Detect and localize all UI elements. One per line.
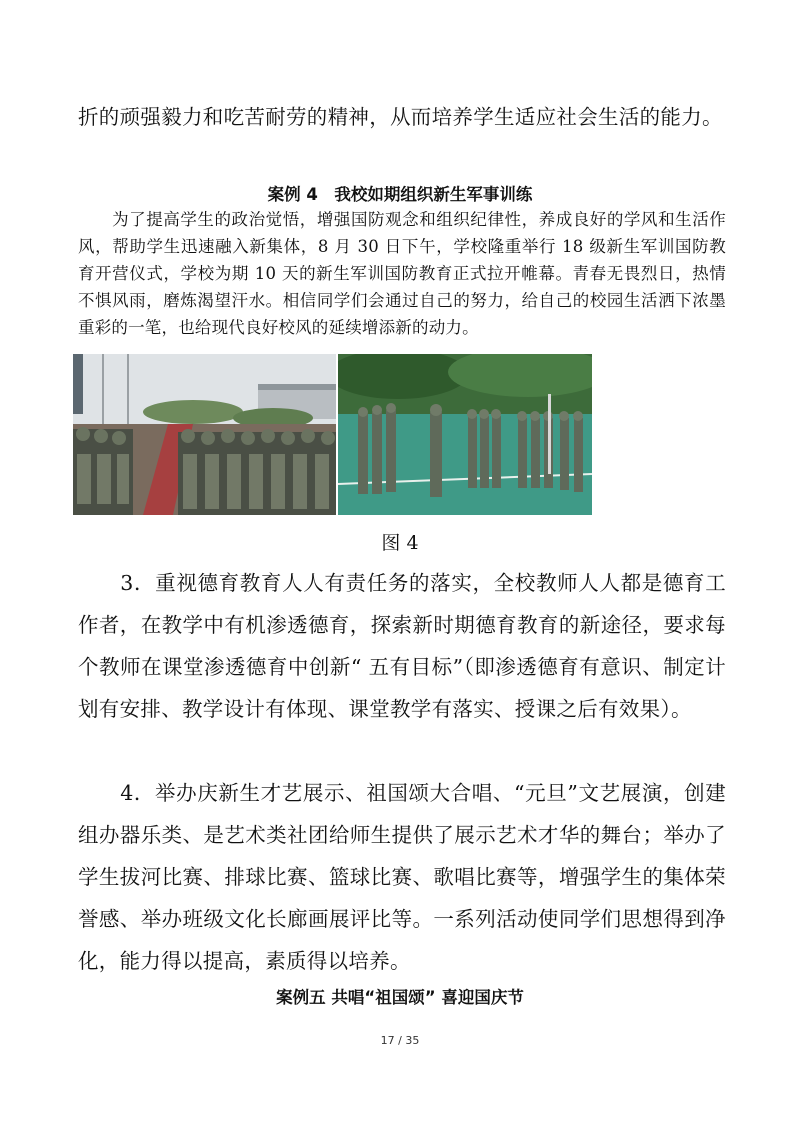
paragraph-3: 3．重视德育教育人人有责任务的落实，全校教师人人都是德育工作者，在教学中有机渗透德育，探索新时期德育教育的新途径，要求每个教师在课堂渗透德育中创新“ 五有目标”（即渗透德育有意识、制定计划有安排、教学设计有体现、课堂教学有落实、授课之后有效果）。: [78, 571, 726, 721]
case4-paragraph: 为了提高学生的政治觉悟，增强国防观念和组织纪律性，养成良好的学风和生活作风，帮助学生迅速融入新集体，8 月 30 日下午，学校隆重举行 18 级新生军训国防教育开营仪式，学校为期 10 天的新生军训国防教育正式拉开帷幕。青春无畏烈日，热情不惧风雨，磨炼渴望汗水。相信同学们会通过自己的努力，给自己的校园生活洒下浓墨重彩的一笔，也给现代良好校风的延续增添新的动力。: [78, 210, 726, 337]
case5-heading: 案例五 共唱“祖国颂” 喜迎国庆节: [276, 988, 524, 1007]
case4-heading: 案例 4 我校如期组织新生军事训练: [267, 185, 533, 204]
paragraph-continuation: 折的顽强毅力和吃苦耐劳的精神，从而培养学生适应社会生活的能力。: [78, 105, 723, 129]
military-training-photo-ceremony: [73, 354, 336, 515]
figure-caption: 图 4: [381, 532, 419, 554]
page-number: 17 / 35: [380, 1034, 420, 1047]
paragraph-4: 4．举办庆新生才艺展示、祖国颂大合唱、“元旦”文艺展演，创建组办器乐类、是艺术类社团给师生提供了展示艺术才华的舞台；举办了学生拔河比赛、排球比赛、篮球比赛、歌唱比赛等，增强学生的集体荣誉感、举办班级文化长廊画展评比等。一系列活动使同学们思想得到净化，能力得以提高，素质得以培养。: [78, 781, 726, 973]
military-training-photo-field: [338, 354, 592, 515]
